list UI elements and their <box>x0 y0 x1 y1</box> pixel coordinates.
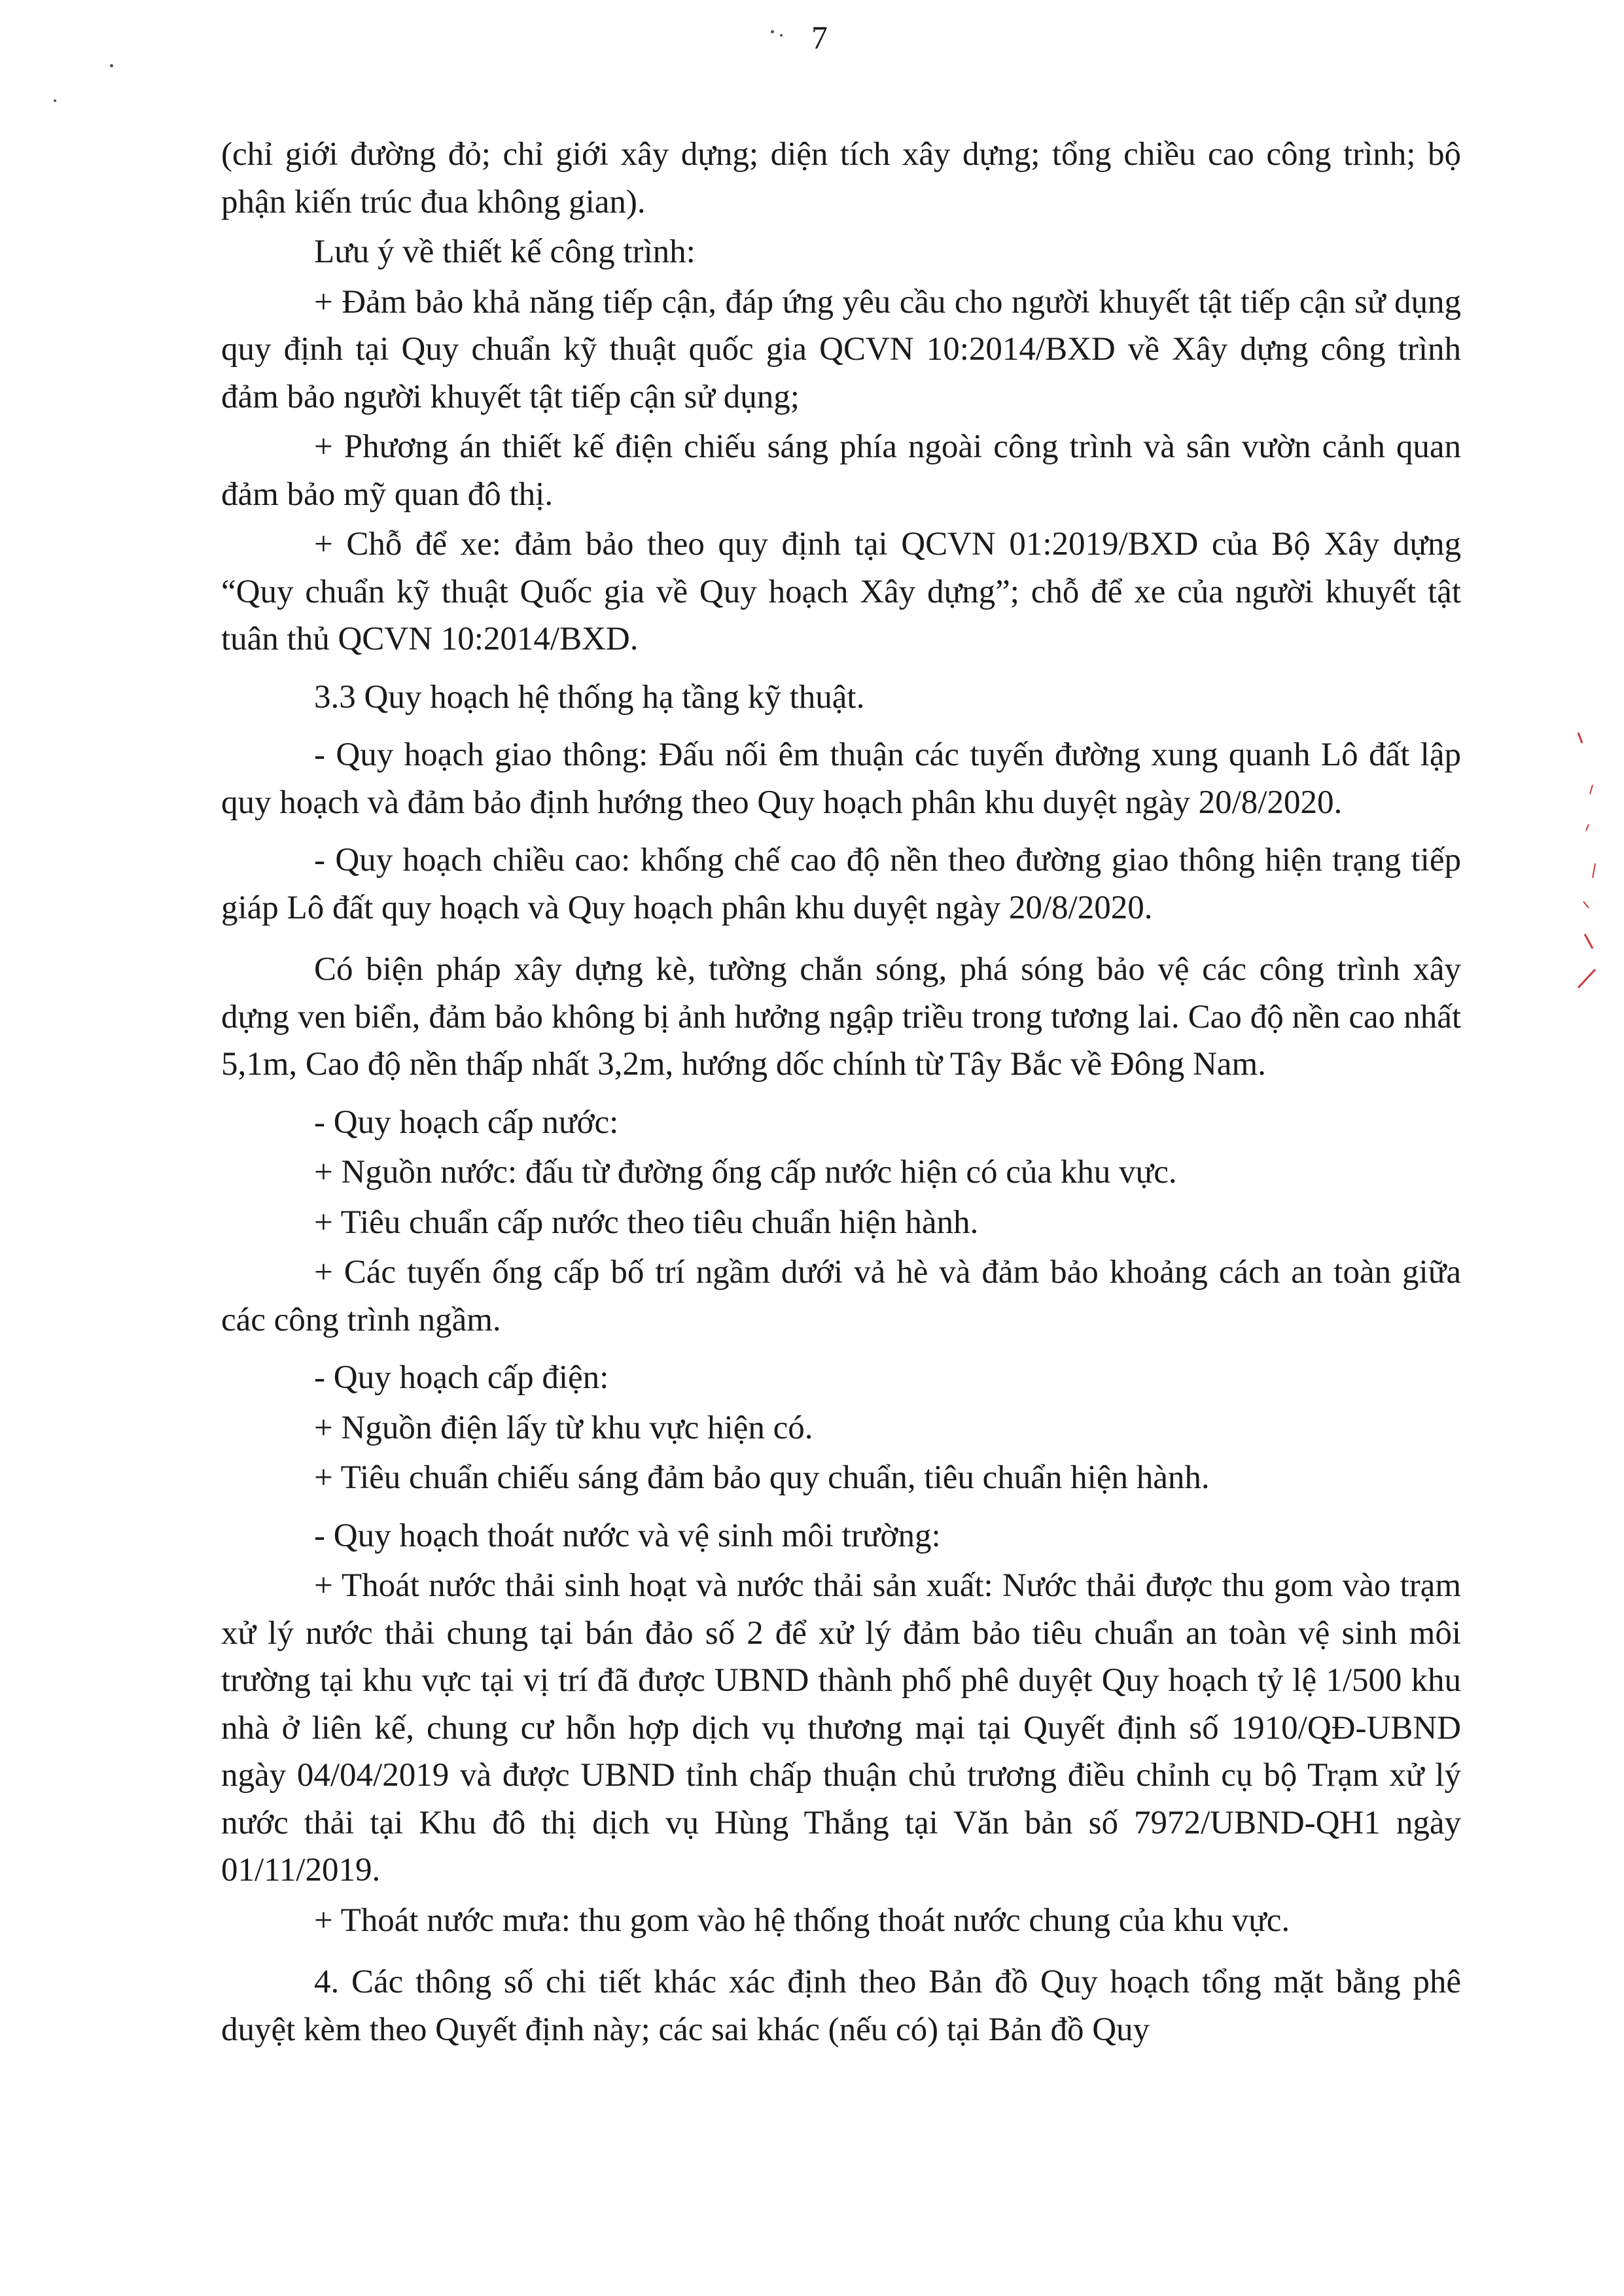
paragraph-accessibility: + Đảm bảo khả năng tiếp cận, đáp ứng yêu cầu cho người khuyết tật tiếp cận sử dụng quy định tại Quy chuẩn kỹ thuật quốc gia QCVN 10:2014/BXD về Xây dựng công trình đảm bảo người khuyết tật tiếp cận sử dụng; <box>221 283 1461 415</box>
paragraph-wastewater: + Thoát nước thải sinh hoạt và nước thải sản xuất: Nước thải được thu gom vào trạm xử lý nước thải chung tại bán đảo số 2 để xử lý đảm bảo tiêu chuẩn an toàn vệ sinh môi trường tại khu vực tại vị trí đã được UBND thành phố phê duyệt Quy hoạch tỷ lệ 1/500 khu nhà ở liên kế, chung cư hỗn hợp dịch vụ thương mại tại Quyết định số 1910/QĐ-UBND ngày 04/04/2019 và được UBND tỉnh chấp thuận chủ trương điều chỉnh cụ bộ Trạm xử lý nước thải tại Khu đô thị dịch vụ Hùng Thắng tại Văn bản số 7972/UBND-QH1 ngày 01/11/2019. <box>221 1567 1461 1888</box>
paragraph-continuation: (chỉ giới đường đỏ; chỉ giới xây dựng; diện tích xây dựng; tổng chiều cao công trình; bộ phận kiến trúc đua không gian). <box>221 136 1461 220</box>
red-margin-marks <box>1559 726 1611 1014</box>
document-body <box>221 131 1461 2053</box>
paragraph-water-source: + Nguồn nước: đấu từ đường ống cấp nước hiện có của khu vực. <box>314 1154 1177 1191</box>
paragraph-coastal-protection: Có biện pháp xây dựng kè, tường chắn sóng, phá sóng bảo vệ các công trình xây dựng ven biển, đảm bảo không bị ảnh hưởng ngập triều trong tương lai. Cao độ nền cao nhất 5,1m, Cao độ nền thấp nhất 3,2m, hướng dốc chính từ Tây Bắc về Đông Nam. <box>221 951 1461 1083</box>
page-number: 7 <box>811 19 828 56</box>
paragraph-elevation-planning: - Quy hoạch chiều cao: khống chế cao độ nền theo đường giao thông hiện trạng tiếp giáp Lô đất quy hoạch và Quy hoạch phân khu duyệt ngày 20/8/2020. <box>221 842 1461 926</box>
paragraph-drainage-heading: - Quy hoạch thoát nước và vệ sinh môi trường: <box>314 1517 941 1554</box>
paragraph-water-supply-heading: - Quy hoạch cấp nước: <box>314 1104 619 1141</box>
paragraph-lighting: + Phương án thiết kế điện chiếu sáng phía ngoài công trình và sân vườn cảnh quan đảm bảo mỹ quan đô thị. <box>221 428 1461 513</box>
paragraph-design-notes-heading: Lưu ý về thiết kế công trình: <box>314 234 696 270</box>
scan-speck <box>771 30 774 33</box>
paragraph-parking: + Chỗ để xe: đảm bảo theo quy định tại QCVN 01:2019/BXD của Bộ Xây dựng “Quy chuẩn kỹ thuật Quốc gia về Quy hoạch Xây dựng”; chỗ để xe của người khuyết tật tuân thủ QCVN 10:2014/BXD. <box>221 526 1461 657</box>
paragraph-water-pipes: + Các tuyến ống cấp bố trí ngầm dưới vả hè và đảm bảo khoảng cách an toàn giữa các công trình ngầm. <box>221 1254 1461 1338</box>
section-heading-infrastructure: 3.3 Quy hoạch hệ thống hạ tầng kỹ thuật. <box>314 678 865 716</box>
paragraph-power-heading: - Quy hoạch cấp điện: <box>314 1359 609 1396</box>
paragraph-traffic-planning: - Quy hoạch giao thông: Đấu nối êm thuận các tuyến đường xung quanh Lô đất lập quy hoạch và đảm bảo định hướng theo Quy hoạch phân khu duyệt ngày 20/8/2020. <box>221 737 1461 821</box>
paragraph-power-source: + Nguồn điện lấy từ khu vực hiện có. <box>314 1409 813 1446</box>
paragraph-other-parameters: 4. Các thông số chi tiết khác xác định theo Bản đồ Quy hoạch tổng mặt bằng phê duyệt kèm theo Quyết định này; các sai khác (nếu có) tại Bản đồ Quy <box>221 1964 1461 2048</box>
scan-speck <box>54 99 56 102</box>
paragraph-stormwater: + Thoát nước mưa: thu gom vào hệ thống thoát nước chung của khu vực. <box>314 1902 1290 1939</box>
scan-speck <box>110 64 113 67</box>
paragraph-water-standard: + Tiêu chuẩn cấp nước theo tiêu chuẩn hiện hành. <box>314 1204 979 1241</box>
scan-speck <box>780 34 783 37</box>
paragraph-lighting-standard: + Tiêu chuẩn chiếu sáng đảm bảo quy chuẩn, tiêu chuẩn hiện hành. <box>314 1459 1210 1496</box>
